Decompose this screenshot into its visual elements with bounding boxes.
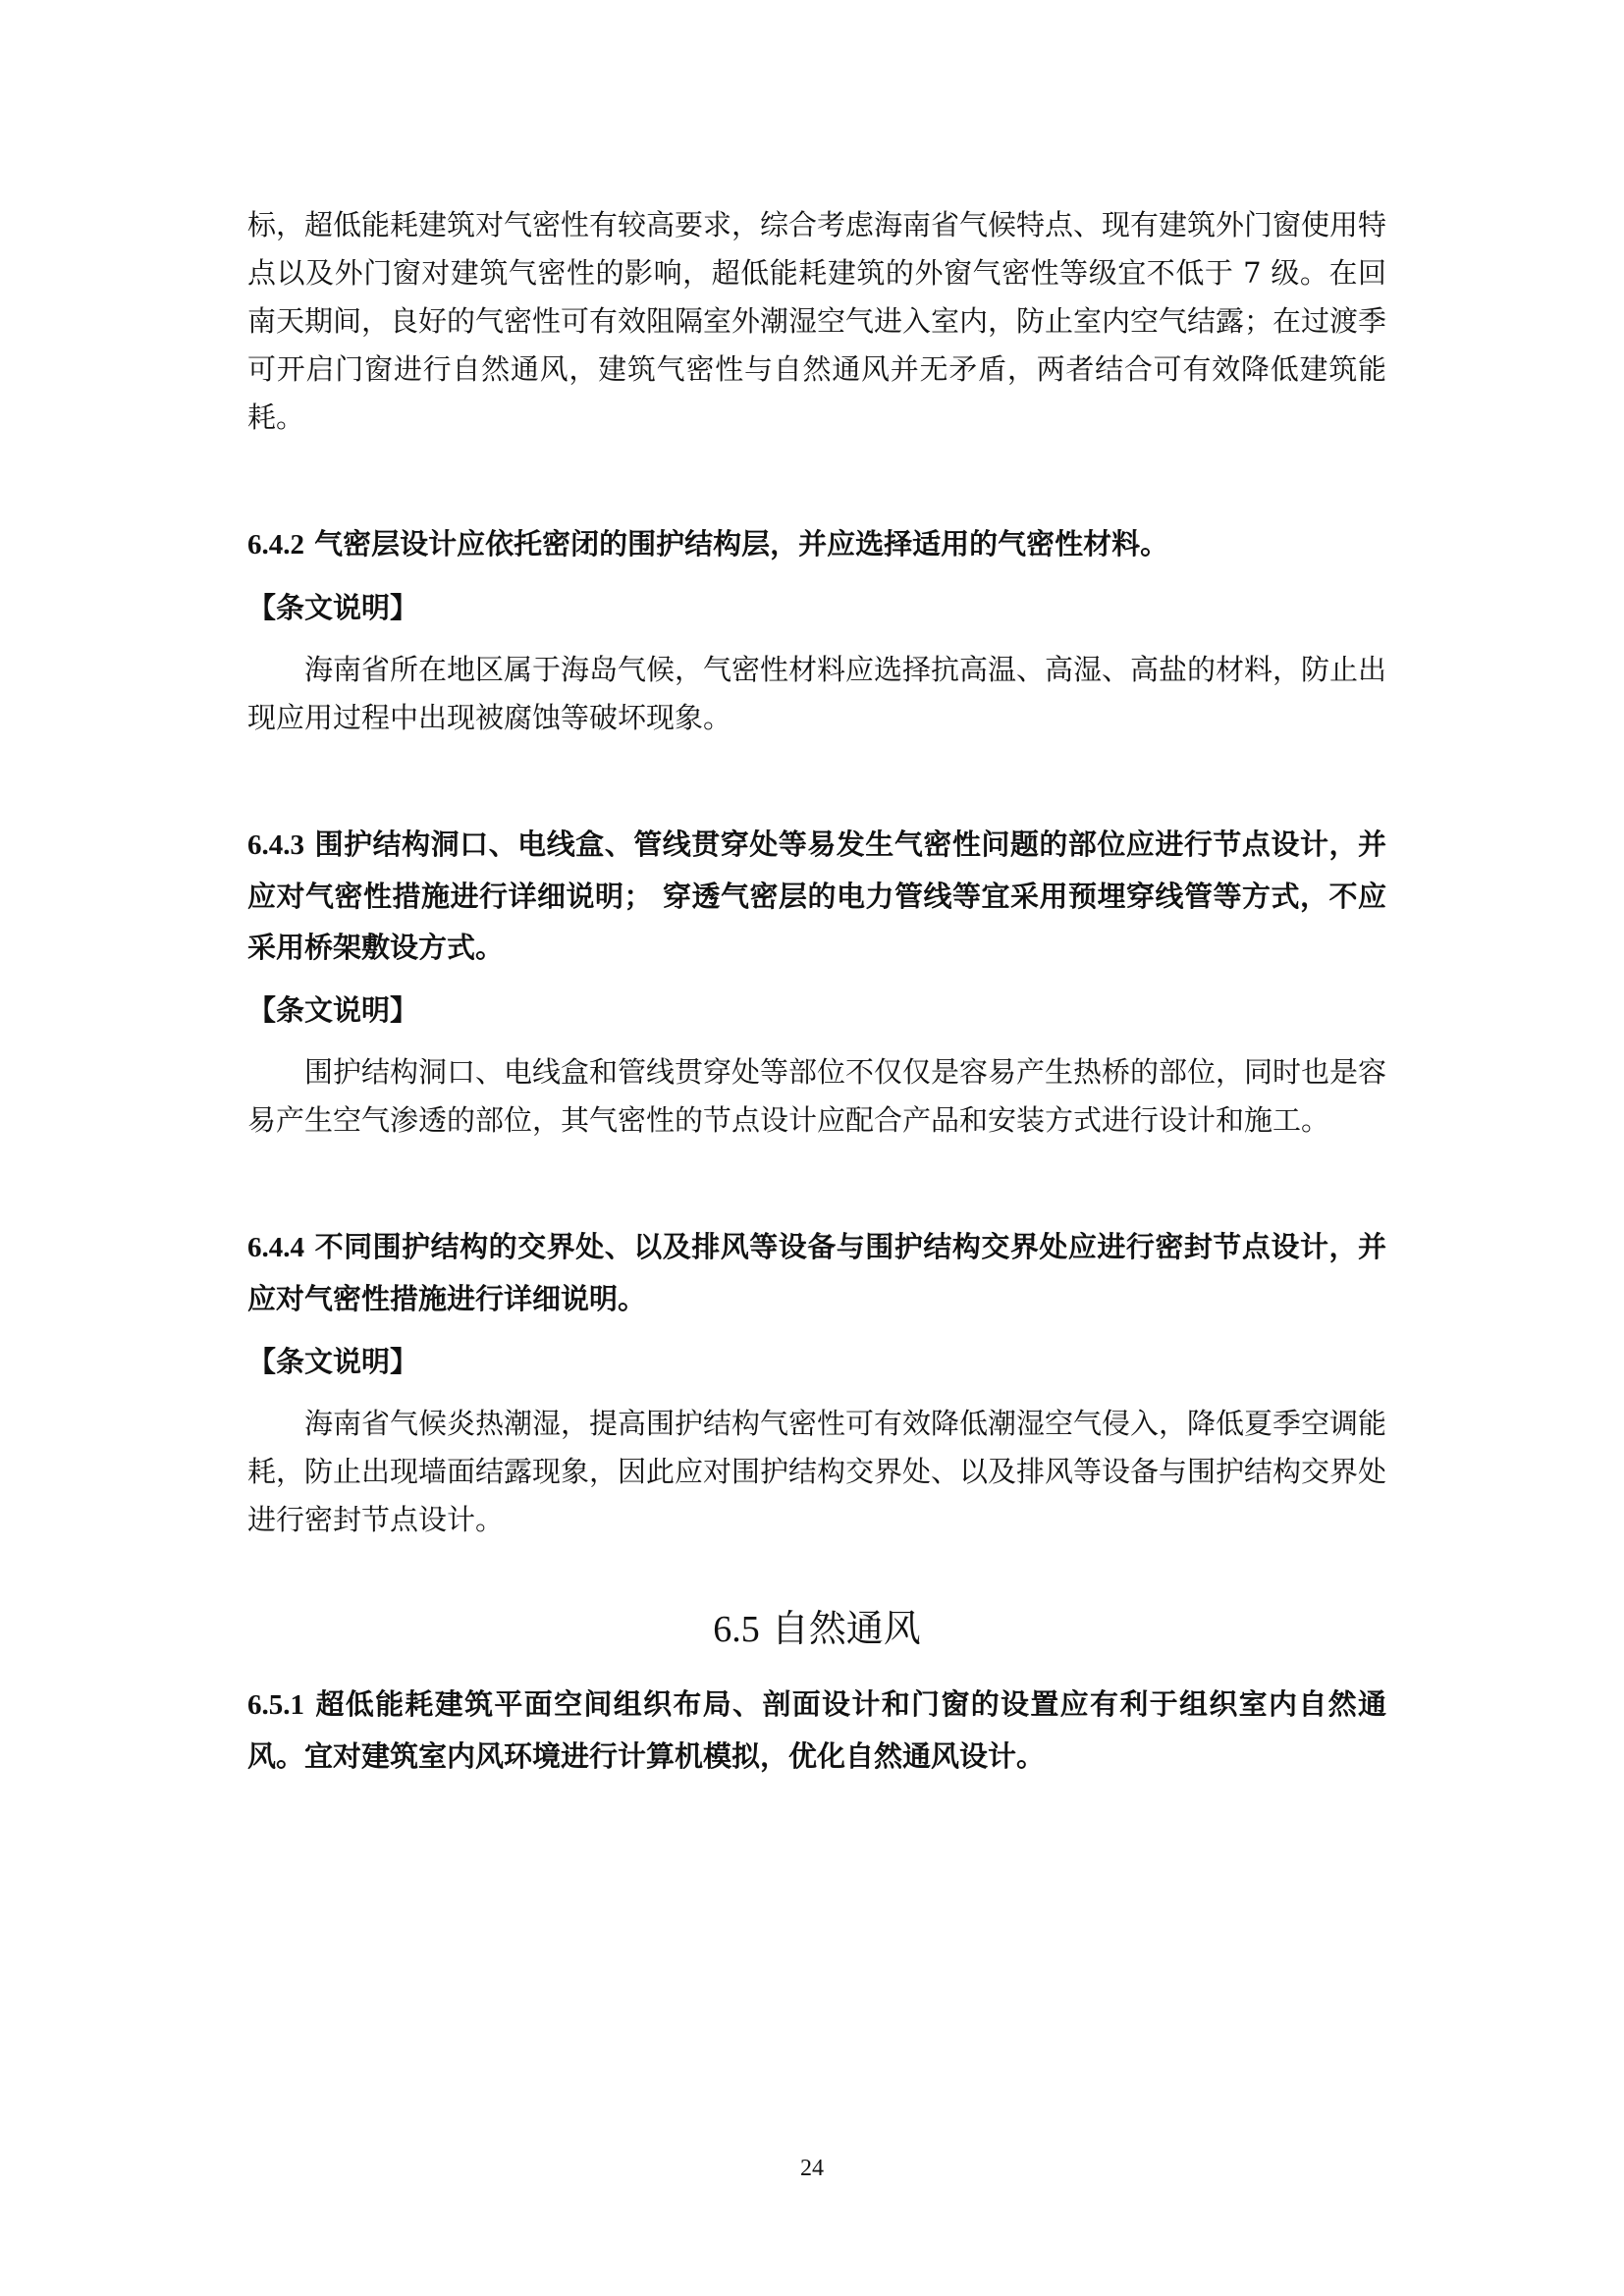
- clause-6-4-3: [247, 819, 1386, 973]
- spacer: [247, 1655, 1386, 1679]
- spacer: [247, 570, 1386, 584]
- spacer: [247, 973, 1386, 987]
- spacer: [247, 632, 1386, 646]
- spacer: [247, 442, 1386, 518]
- clause-6-5-1: [247, 1679, 1386, 1782]
- clause-number: 6.4.4: [247, 1232, 304, 1263]
- explanation-label: 【条文说明】: [247, 1345, 419, 1378]
- intro-paragraph: 标，超低能耗建筑对气密性有较高要求，综合考虑海南省气候特点、现有建筑外门窗使用特点以及外门窗对建筑气密性的影响，超低能耗建筑的外窗气密性等级宜不低于 7 级。在回南天期间，良好的气密性可有效阻隔室外潮湿空气进入室内，防止室内空气结露；在过渡季可开启门窗进行自然通风，建筑气密性与自然通风并无矛盾，两者结合可有效降低建筑能耗。: [247, 208, 1387, 434]
- explanation-text: 海南省气候炎热潮湿，提高围护结构气密性可有效降低潮湿空气侵入，降低夏季空调能耗，防止出现墙面结露现象，因此应对围护结构交界处、以及排风等设备与围护结构交界处进行密封节点设计。: [247, 1407, 1387, 1536]
- clause-6-4-2: [247, 518, 1386, 570]
- spacer: [247, 742, 1386, 819]
- clause-text: 超低能耗建筑平面空间组织布局、剖面设计和门窗的设置应有利于组织室内自然通风。宜对建筑室内风环境进行计算机模拟，优化自然通风设计。: [247, 1687, 1386, 1773]
- section-heading: [247, 1603, 1386, 1655]
- clause-text: 围护结构洞口、电线盒、管线贯穿处等易发生气密性问题的部位应进行节点设计，并应对气密性措施进行详细说明； 穿透气密层的电力管线等宜采用预埋穿线管等方式，不应采用桥架敷设方式。: [247, 828, 1386, 964]
- spacer: [247, 1544, 1386, 1603]
- explanation-text: 海南省所在地区属于海岛气候，气密性材料应选择抗高温、高湿、高盐的材料，防止出现应用过程中出现被腐蚀等破坏现象。: [247, 653, 1387, 734]
- clause-6-4-4: [247, 1221, 1386, 1324]
- clause-number: 6.5.1: [247, 1689, 304, 1721]
- spacer: [247, 1035, 1386, 1048]
- page-content: [247, 201, 1386, 1782]
- clause-number: 6.4.3: [247, 829, 304, 861]
- explanation-label: 【条文说明】: [247, 591, 419, 624]
- spacer: [247, 1324, 1386, 1338]
- clause-number: 6.4.2: [247, 529, 304, 561]
- explanation-label: 【条文说明】: [247, 993, 419, 1027]
- explanation-text: 围护结构洞口、电线盒和管线贯穿处等部位不仅仅是容易产生热桥的部位，同时也是容易产生空气渗透的部位，其气密性的节点设计应配合产品和安装方式进行设计和施工。: [247, 1055, 1387, 1137]
- page-number: 24: [800, 2156, 824, 2181]
- spacer: [247, 1145, 1386, 1221]
- section-title: 自然通风: [771, 1607, 921, 1650]
- clause-text: 气密层设计应依托密闭的围护结构层，并应选择适用的气密性材料。: [314, 527, 1169, 561]
- section-number: 6.5: [713, 1609, 760, 1650]
- spacer: [247, 1386, 1386, 1400]
- clause-text: 不同围护结构的交界处、以及排风等设备与围护结构交界处应进行密封节点设计，并应对气密性措施进行详细说明。: [247, 1230, 1386, 1315]
